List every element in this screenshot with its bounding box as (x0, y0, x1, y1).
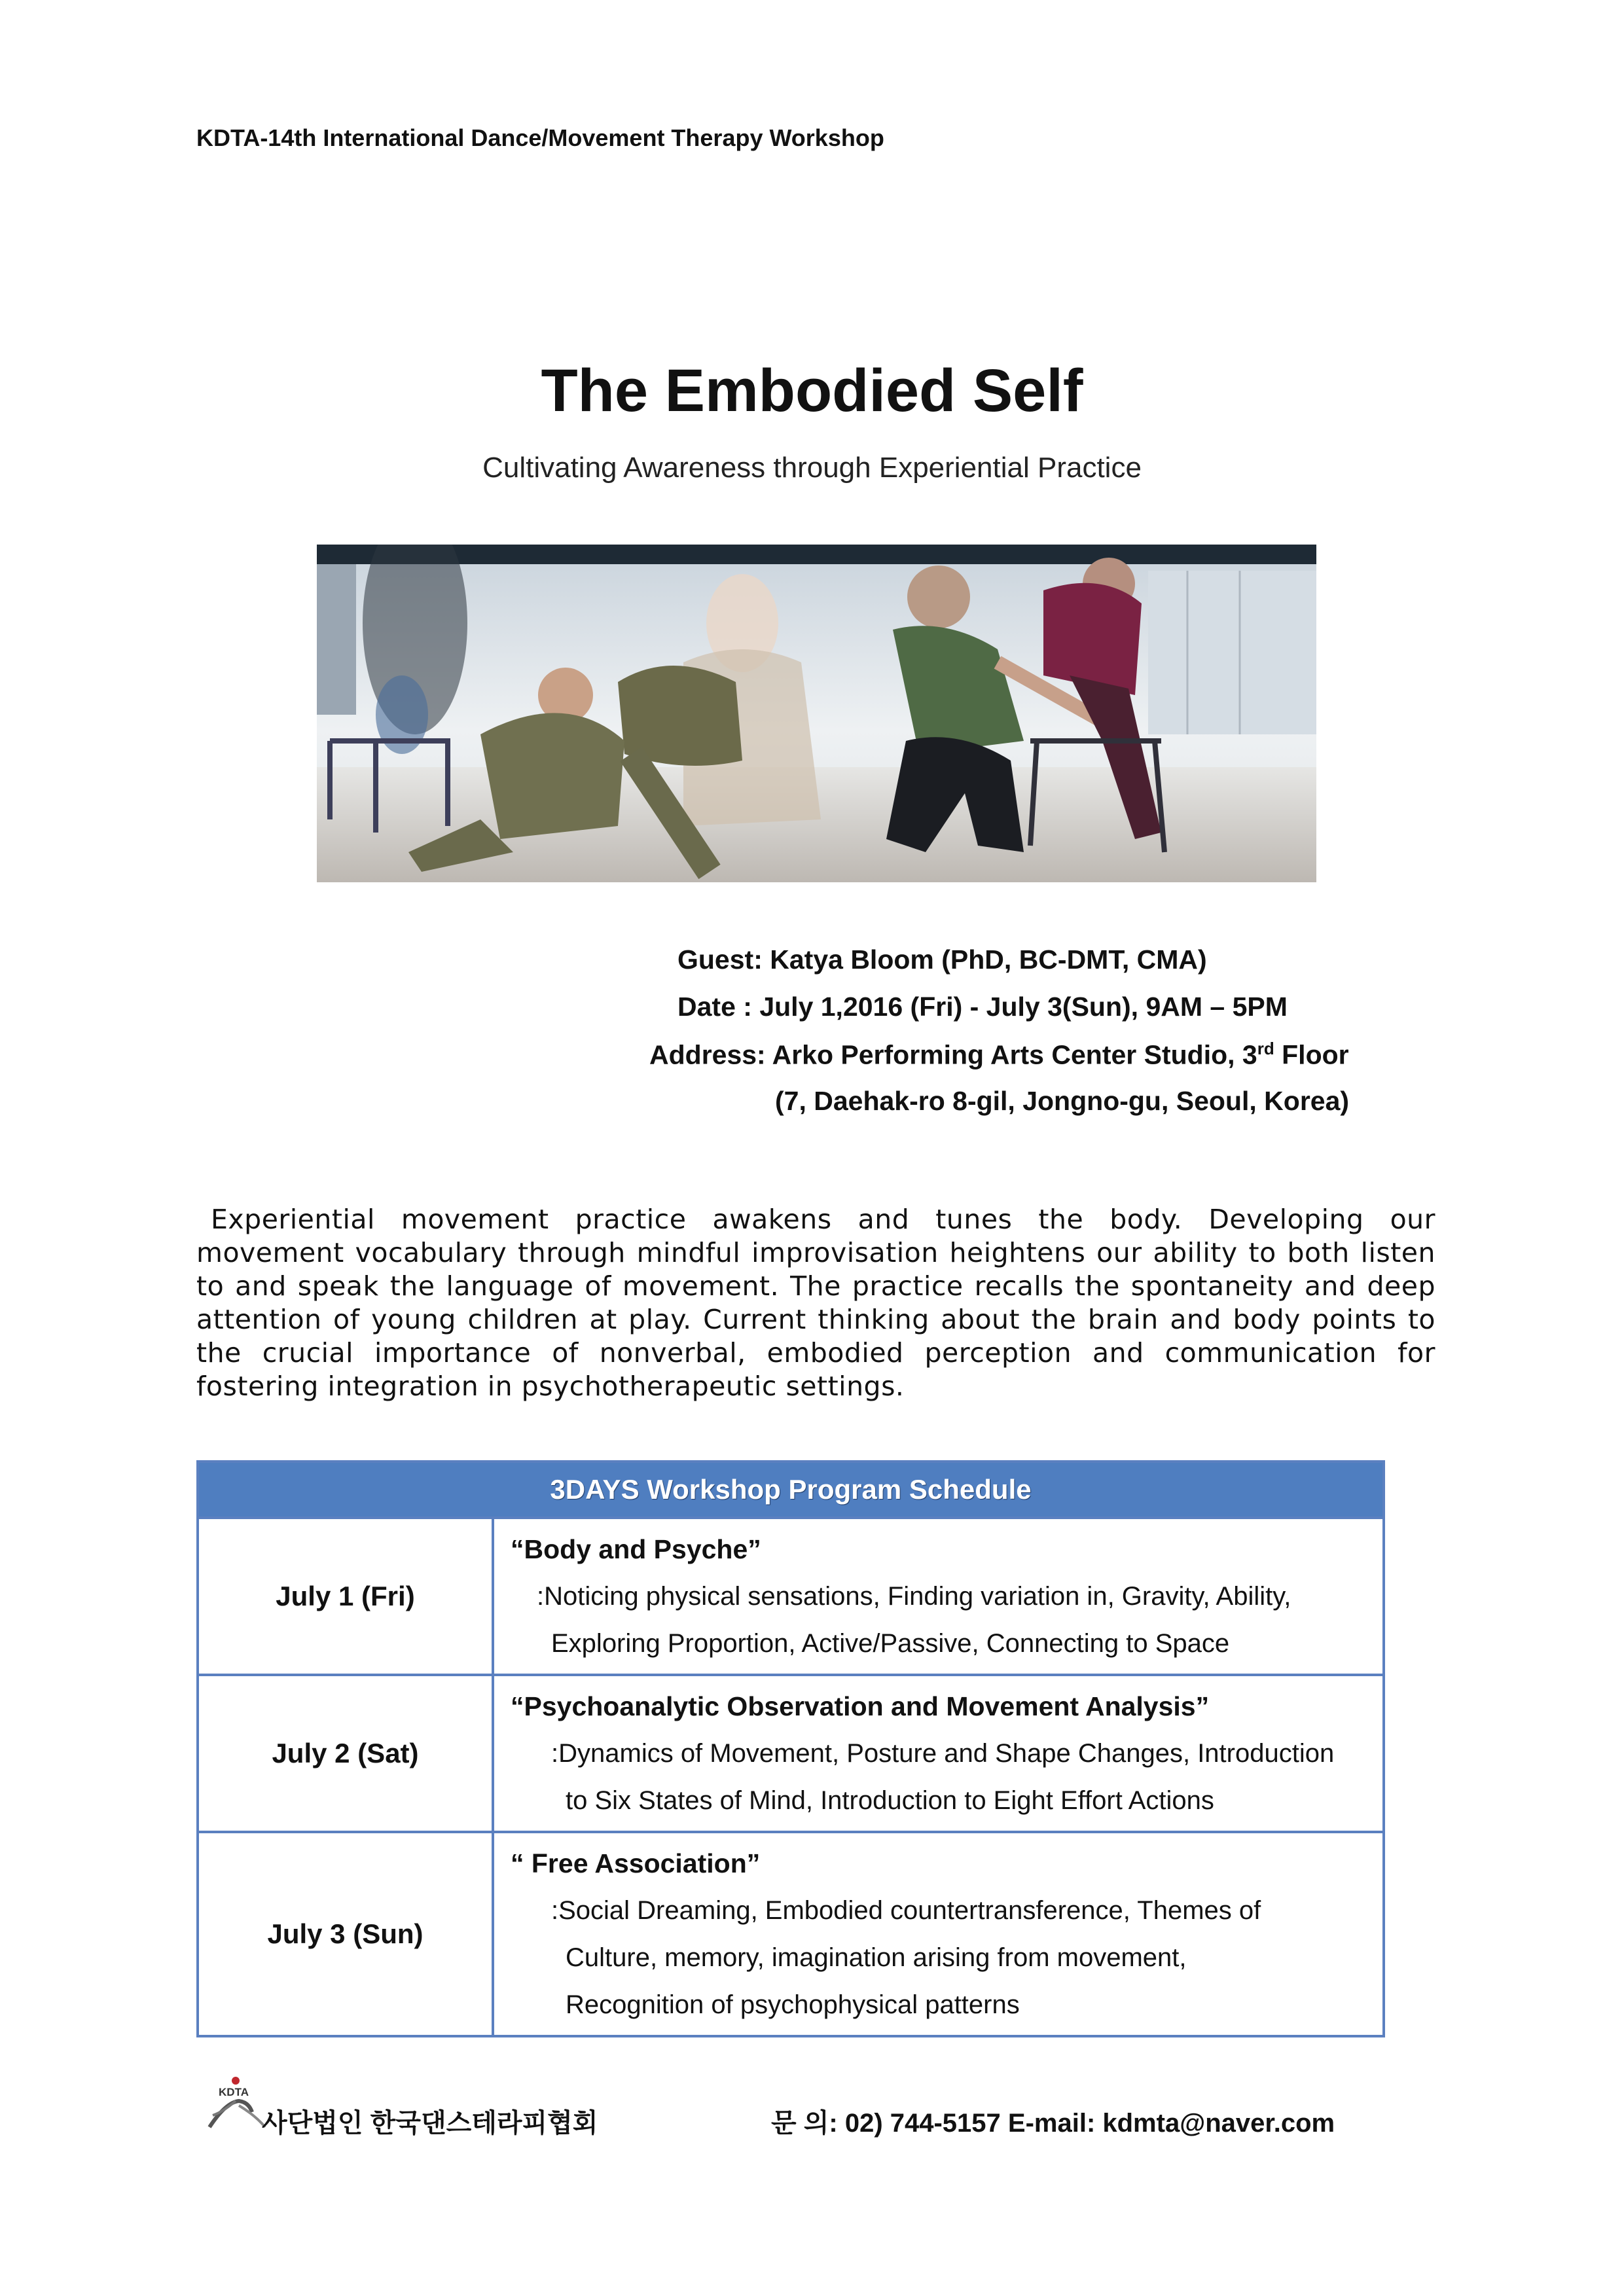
guest-label: Guest: (677, 944, 763, 975)
kdta-logo-icon (200, 2076, 268, 2128)
session-title: “Body and Psyche” (511, 1534, 761, 1564)
address-value: Arko Performing Arts Center Studio, 3 (772, 1039, 1257, 1070)
schedule-table (196, 1460, 1385, 2037)
session-line: :Social Dreaming, Embodied countertransference, Themes of (551, 1896, 1261, 1925)
session-line: to Six States of Mind, Introduction to Eight Effort Actions (566, 1786, 1214, 1815)
workshop-dancers-photo (317, 545, 1316, 882)
page-header: KDTA-14th International Dance/Movement Therapy Workshop (196, 124, 884, 151)
logo-text: KDTA (219, 2086, 249, 2098)
table-row (198, 1675, 1384, 1832)
schedule-header: 3DAYS Workshop Program Schedule (198, 1462, 1384, 1518)
address-sup: rd (1257, 1039, 1274, 1058)
address-floor: Floor (1274, 1039, 1349, 1070)
session-line: :Noticing physical sensations, Finding variation in, Gravity, Ability, (537, 1582, 1291, 1611)
schedule-content (493, 1675, 1384, 1832)
contact-info: 문 의: 02) 744-5157 E-mail: kdmta@naver.com (771, 2109, 1335, 2138)
guest-info (677, 944, 1207, 975)
guest-value: Katya Bloom (PhD, BC-DMT, CMA) (770, 944, 1207, 975)
description (196, 1203, 1435, 1403)
organization-name: 사단법인 한국댄스테라피협회 (262, 2109, 598, 2138)
photo-illustration (317, 545, 1316, 882)
table-row (198, 1832, 1384, 2036)
kdta-logo-graphic (200, 2076, 268, 2128)
session-line: Culture, memory, imagination arising from movement, (566, 1943, 1187, 1972)
date-value: July 1,2016 (Fri) - July 3(Sun), 9AM – 5PM (759, 992, 1288, 1022)
address-info (649, 1039, 1349, 1071)
session-line: Exploring Proportion, Active/Passive, Connecting to Space (551, 1629, 1230, 1658)
session-title: “Psychoanalytic Observation and Movement Analysis” (511, 1691, 1210, 1721)
date-info (677, 992, 1288, 1022)
address-label: Address: (649, 1039, 766, 1070)
schedule-day: July 3 (Sun) (198, 1832, 493, 2036)
session-line: :Dynamics of Movement, Posture and Shape Changes, Introduction (551, 1739, 1335, 1768)
page-subtitle: Cultivating Awareness through Experiential Practice (482, 452, 1142, 484)
date-label: Date : (677, 992, 752, 1022)
schedule-content (493, 1518, 1384, 1675)
session-line: Recognition of psychophysical patterns (566, 1990, 1020, 2019)
schedule-header-row (198, 1462, 1384, 1518)
table-row (198, 1518, 1384, 1675)
address-line2: (7, Daehak-ro 8-gil, Jongno-gu, Seoul, Korea) (775, 1086, 1350, 1116)
description-paragraph: Experiential movement practice awakens and tunes the body. Developing our movement vocabulary through mindful improvisation heightens our ability to both listen to and speak the language of movement. The practice recalls the spontaneity and deep attention of young children at play. Current thinking about the brain and body points to the crucial importance of nonverbal, embodied perception and communication for fostering integration in psychotherapeutic settings. (196, 1204, 1435, 1402)
schedule-day: July 1 (Fri) (198, 1518, 493, 1675)
schedule-content (493, 1832, 1384, 2036)
schedule-day: July 2 (Sat) (198, 1675, 493, 1832)
page-title: The Embodied Self (541, 357, 1083, 424)
session-title: “ Free Association” (511, 1848, 761, 1878)
